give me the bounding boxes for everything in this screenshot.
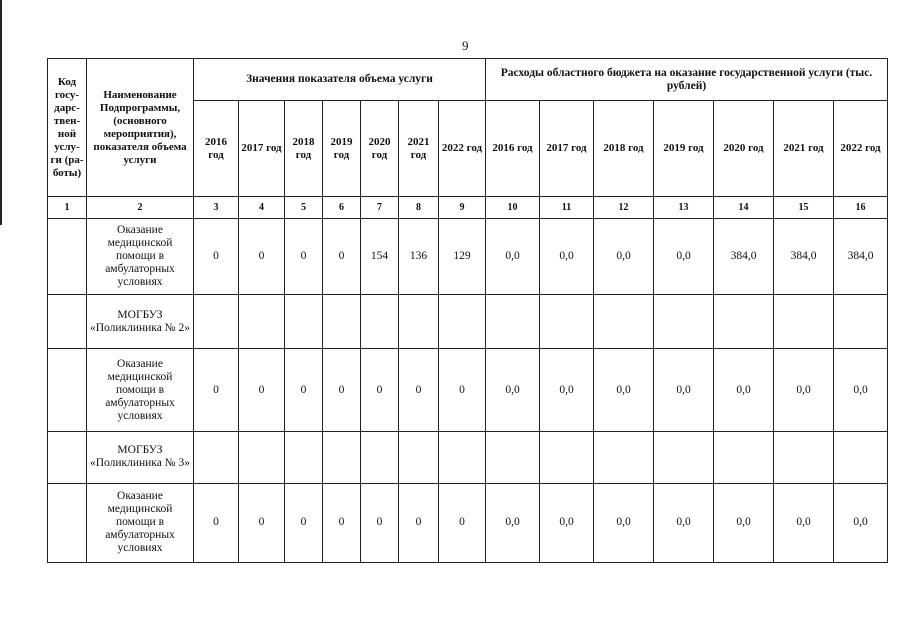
budget-cell	[594, 431, 654, 483]
budget-cell	[834, 431, 888, 483]
column-number: 7	[361, 197, 399, 219]
volume-cell: 154	[361, 219, 399, 295]
volume-cell	[323, 431, 361, 483]
row-name: МОГБУЗ «Поликлиника № 3»	[87, 431, 194, 483]
column-number: 10	[486, 197, 540, 219]
row-name: Оказание медицинской помощи в амбулаторных условиях	[87, 349, 194, 431]
budget-cell: 0,0	[486, 483, 540, 562]
volume-year: 2020 год	[361, 101, 399, 197]
budget-cell: 384,0	[714, 219, 774, 295]
budget-year: 2016 год	[486, 101, 540, 197]
volume-cell	[361, 295, 399, 349]
column-number: 15	[774, 197, 834, 219]
column-number: 2	[87, 197, 194, 219]
budget-cell: 0,0	[594, 349, 654, 431]
scan-edge-line	[0, 0, 2, 225]
volume-cell: 0	[439, 483, 486, 562]
column-number: 11	[540, 197, 594, 219]
row-code	[48, 295, 87, 349]
column-number: 9	[439, 197, 486, 219]
volume-year: 2018 год	[285, 101, 323, 197]
column-number: 13	[654, 197, 714, 219]
budget-cell: 0,0	[774, 483, 834, 562]
table-row	[48, 295, 888, 349]
volume-year: 2021 год	[399, 101, 439, 197]
column-number: 4	[239, 197, 285, 219]
table-row	[48, 349, 888, 431]
column-number: 3	[194, 197, 239, 219]
volume-cell: 0	[194, 219, 239, 295]
budget-cell	[774, 431, 834, 483]
volume-cell	[239, 295, 285, 349]
column-number: 14	[714, 197, 774, 219]
column-number: 6	[323, 197, 361, 219]
budget-cell: 0,0	[834, 349, 888, 431]
volume-cell	[399, 431, 439, 483]
budget-cell	[486, 431, 540, 483]
column-numbers-row	[48, 197, 888, 219]
volume-cell: 129	[439, 219, 486, 295]
header-name: Наименование Подпрограммы, (основного мероприятия), показателя объема услуги	[87, 59, 194, 197]
budget-cell: 0,0	[774, 349, 834, 431]
volume-cell	[323, 295, 361, 349]
column-number: 1	[48, 197, 87, 219]
row-name: Оказание медицинской помощи в амбулаторных условиях	[87, 483, 194, 562]
row-name: МОГБУЗ «Поликлиника № 2»	[87, 295, 194, 349]
budget-cell: 0,0	[594, 483, 654, 562]
volume-year: 2017 год	[239, 101, 285, 197]
volume-cell: 0	[239, 483, 285, 562]
header-volume-group: Значения показателя объема услуги	[194, 59, 486, 101]
row-name: Оказание медицинской помощи в амбулаторных условиях	[87, 219, 194, 295]
budget-cell	[714, 431, 774, 483]
volume-cell	[439, 431, 486, 483]
volume-cell	[285, 431, 323, 483]
volume-cell: 0	[323, 349, 361, 431]
volume-cell: 0	[361, 349, 399, 431]
budget-cell: 0,0	[540, 219, 594, 295]
volume-cell	[361, 431, 399, 483]
column-number: 8	[399, 197, 439, 219]
volume-cell: 0	[361, 483, 399, 562]
volume-cell: 0	[239, 349, 285, 431]
volume-year: 2022 год	[439, 101, 486, 197]
header-budget-group: Расходы областного бюджета на оказание государственной услуги (тыс. рублей)	[486, 59, 888, 101]
table-row	[48, 483, 888, 562]
budget-cell	[654, 431, 714, 483]
budget-cell	[834, 295, 888, 349]
budget-cell: 384,0	[774, 219, 834, 295]
budget-cell: 0,0	[540, 483, 594, 562]
volume-cell: 0	[285, 483, 323, 562]
budget-cell	[540, 431, 594, 483]
budget-cell	[486, 295, 540, 349]
budget-year: 2020 год	[714, 101, 774, 197]
volume-year: 2016 год	[194, 101, 239, 197]
column-number: 5	[285, 197, 323, 219]
budget-cell: 0,0	[654, 349, 714, 431]
budget-cell	[714, 295, 774, 349]
budget-cell: 0,0	[834, 483, 888, 562]
budget-cell: 0,0	[486, 349, 540, 431]
services-table	[47, 58, 888, 563]
volume-cell: 0	[239, 219, 285, 295]
budget-year: 2022 год	[834, 101, 888, 197]
budget-cell: 384,0	[834, 219, 888, 295]
header-code: Код госу-дарс-твен-ной услу-ги (ра-боты)	[48, 59, 87, 197]
row-code	[48, 219, 87, 295]
column-number: 16	[834, 197, 888, 219]
volume-cell	[399, 295, 439, 349]
volume-cell: 0	[399, 349, 439, 431]
volume-cell: 0	[285, 219, 323, 295]
page-number: 9	[462, 38, 469, 53]
budget-cell: 0,0	[540, 349, 594, 431]
budget-cell: 0,0	[714, 483, 774, 562]
column-number: 12	[594, 197, 654, 219]
row-code	[48, 483, 87, 562]
volume-cell	[194, 431, 239, 483]
volume-year: 2019 год	[323, 101, 361, 197]
volume-cell	[439, 295, 486, 349]
volume-cell: 0	[323, 219, 361, 295]
budget-cell: 0,0	[486, 219, 540, 295]
volume-cell	[239, 431, 285, 483]
volume-cell: 136	[399, 219, 439, 295]
row-code	[48, 349, 87, 431]
budget-cell: 0,0	[654, 483, 714, 562]
budget-cell: 0,0	[714, 349, 774, 431]
budget-year: 2017 год	[540, 101, 594, 197]
row-code	[48, 431, 87, 483]
budget-cell	[774, 295, 834, 349]
volume-cell: 0	[194, 483, 239, 562]
volume-cell: 0	[285, 349, 323, 431]
table-row	[48, 219, 888, 295]
volume-cell: 0	[323, 483, 361, 562]
budget-year: 2018 год	[594, 101, 654, 197]
budget-cell	[654, 295, 714, 349]
budget-cell: 0,0	[654, 219, 714, 295]
budget-cell: 0,0	[594, 219, 654, 295]
budget-cell	[594, 295, 654, 349]
table-row	[48, 431, 888, 483]
budget-cell	[540, 295, 594, 349]
budget-year: 2021 год	[774, 101, 834, 197]
volume-cell	[194, 295, 239, 349]
volume-cell: 0	[194, 349, 239, 431]
volume-cell: 0	[399, 483, 439, 562]
volume-cell: 0	[439, 349, 486, 431]
volume-cell	[285, 295, 323, 349]
budget-year: 2019 год	[654, 101, 714, 197]
